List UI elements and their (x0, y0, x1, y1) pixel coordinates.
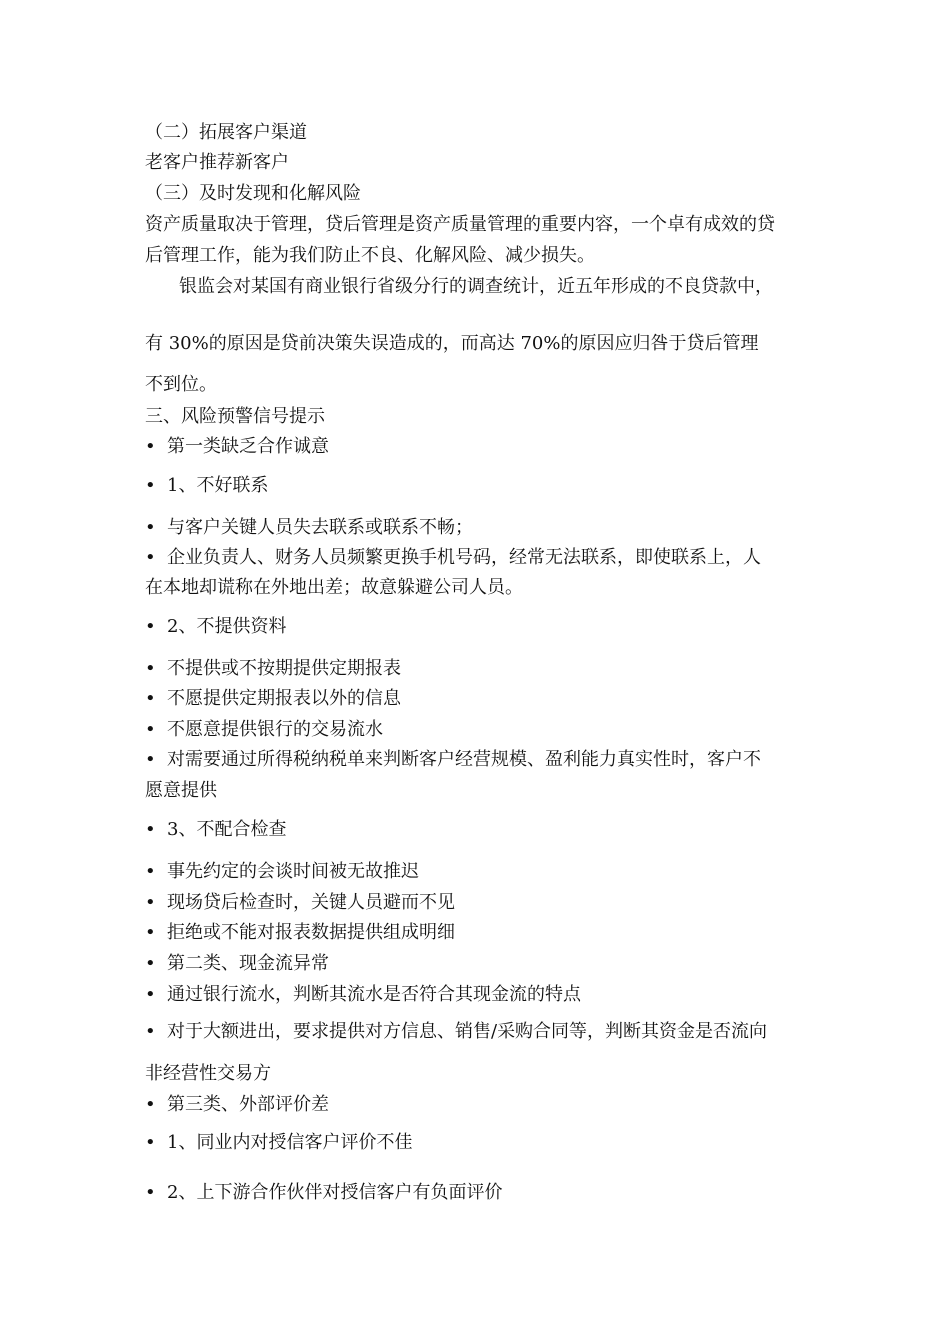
list-item-text: 1、同业内对授信客户评价不佳 (167, 1132, 413, 1153)
list-item-text: 1、不好联系 (167, 475, 269, 496)
heading-risk-discovery: （三）及时发现和化解风险 (145, 183, 361, 204)
bullet-icon: • (145, 517, 156, 538)
list-item-text: 通过银行流水，判断其流水是否符合其现金流的特点 (167, 984, 581, 1005)
list-item (145, 474, 268, 498)
bullet-icon: • (145, 953, 156, 974)
list-item (145, 952, 329, 976)
bullet-icon: • (145, 819, 156, 840)
list-item (145, 1131, 412, 1155)
list-item (145, 615, 286, 639)
list-item-continuation: 愿意提供 (145, 780, 217, 801)
list-item-text: 第三类、外部评价差 (167, 1094, 329, 1115)
list-item-text: 3、不配合检查 (167, 819, 287, 840)
list-item (145, 818, 286, 842)
list-item-continuation: 在本地却谎称在外地出差；故意躲避公司人员。 (145, 577, 523, 598)
list-item-text: 2、不提供资料 (167, 616, 287, 637)
heading-warning-signals: 三、风险预警信号提示 (145, 406, 325, 427)
list-item-text: 不愿提供定期报表以外的信息 (167, 688, 401, 709)
list-item-continuation: 非经营性交易方 (145, 1063, 271, 1084)
list-item (145, 1020, 767, 1044)
bullet-icon: • (145, 922, 156, 943)
list-item-text: 与客户关键人员失去联系或联系不畅； (167, 517, 473, 538)
paragraph-line: 有 30%的原因是贷前决策失误造成的，而高达 70%的原因应归咎于贷后管理 (145, 333, 759, 354)
bullet-icon: • (145, 984, 156, 1005)
list-item-text: 现场贷后检查时，关键人员避而不见 (167, 892, 455, 913)
bullet-icon: • (145, 861, 156, 882)
list-item (145, 983, 581, 1007)
list-item-text: 对于大额进出，要求提供对方信息、销售/采购合同等，判断其资金是否流向 (167, 1021, 768, 1042)
list-item (145, 921, 455, 945)
bullet-icon: • (145, 475, 156, 496)
list-item-text: 不提供或不按期提供定期报表 (167, 658, 401, 679)
list-item-text: 事先约定的会谈时间被无故推迟 (167, 861, 419, 882)
list-item (145, 687, 401, 711)
paragraph-line: 银监会对某国有商业银行省级分行的调查统计，近五年形成的不良贷款中， (179, 276, 773, 297)
list-item (145, 860, 419, 884)
list-item-text: 2、上下游合作伙伴对授信客户有负面评价 (167, 1182, 503, 1203)
paragraph-line: 不到位。 (145, 374, 217, 395)
bullet-icon: • (145, 616, 156, 637)
bullet-icon: • (145, 1182, 156, 1203)
bullet-icon: • (145, 547, 156, 568)
bullet-icon: • (145, 892, 156, 913)
list-item-text: 第一类缺乏合作诚意 (167, 436, 329, 457)
bullet-icon: • (145, 1021, 156, 1042)
bullet-icon: • (145, 658, 156, 679)
paragraph-line: 资产质量取决于管理，贷后管理是资产质量管理的重要内容，一个卓有成效的贷 (145, 214, 775, 235)
bullet-icon: • (145, 1094, 156, 1115)
bullet-icon: • (145, 719, 156, 740)
list-item-text: 拒绝或不能对报表数据提供组成明细 (167, 922, 455, 943)
list-item-text: 对需要通过所得税纳税单来判断客户经营规模、盈利能力真实性时，客户不 (167, 749, 761, 770)
list-item (145, 748, 761, 772)
bullet-icon: • (145, 1132, 156, 1153)
list-item (145, 657, 401, 681)
list-item-text: 不愿意提供银行的交易流水 (167, 719, 383, 740)
list-item (145, 546, 761, 570)
list-item (145, 1093, 329, 1117)
bullet-icon: • (145, 688, 156, 709)
list-item (145, 891, 455, 915)
list-item-text: 企业负责人、财务人员频繁更换手机号码，经常无法联系，即使联系上，人 (167, 547, 761, 568)
list-item (145, 1181, 502, 1205)
text-referral: 老客户推荐新客户 (145, 152, 289, 173)
list-item-text: 第二类、现金流异常 (167, 953, 329, 974)
list-item (145, 435, 329, 459)
list-item (145, 516, 473, 540)
bullet-icon: • (145, 749, 156, 770)
list-item (145, 718, 383, 742)
paragraph-line: 后管理工作，能为我们防止不良、化解风险、减少损失。 (145, 245, 595, 266)
heading-expand-channels: （二）拓展客户渠道 (145, 122, 307, 143)
bullet-icon: • (145, 436, 156, 457)
